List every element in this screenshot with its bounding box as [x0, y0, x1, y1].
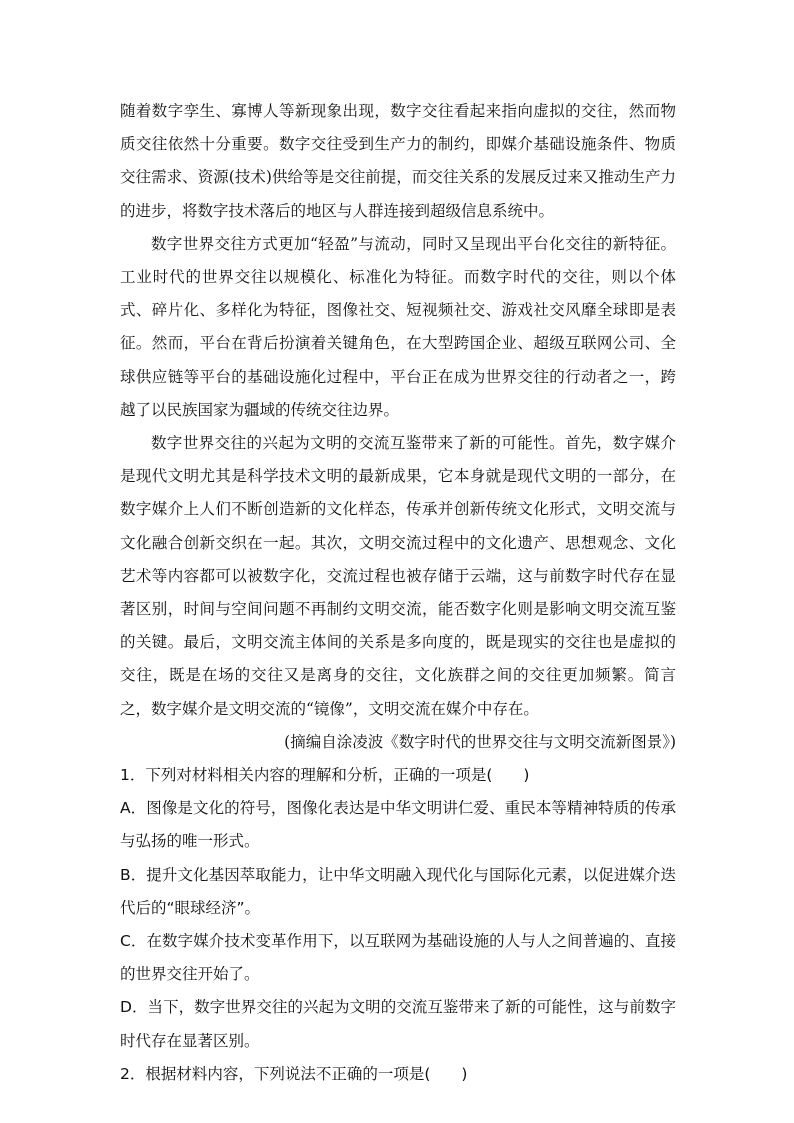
question-1-option-c: C．在数字媒介技术变革作用下，以互联网为基础设施的人与人之间普遍的、直接的世界交往开始了。 — [120, 932, 676, 984]
question-1-stem: 1．下列对材料相关内容的理解和分析，正确的一项是( ) — [120, 766, 530, 785]
passage-paragraph-3: 数字世界交往的兴起为文明的交流互鉴带来了新的可能性。首先，数字媒介是现代文明尤其是科学技术文明的最新成果，它本身就是现代文明的一部分，在数字媒介上人们不断创造新的文化样态，传承并创新传统文化形式，文明交流与文化融合创新交织在一起。其次，文明交流过程中的文化遗产、思想观念、文化艺术等内容都可以被数字化，交流过程也被存储于云端，这与前数字时代存在显著区别，时间与空间问题不再制约文明交流，能否数字化则是影响文明交流互鉴的关键。最后，文明交流主体间的关系是多向度的，既是现实的交往也是虚拟的交往，既是在场的交往又是离身的交往，文化族群之间的交往更加频繁。简言之，数字媒介是文明交流的“镜像”，文明交流在媒介中存在。 — [120, 434, 676, 718]
question-2 — [120, 1058, 676, 1091]
question-1-option-d: D．当下，数字世界交往的兴起为文明的交流互鉴带来了新的可能性，这与前数字时代存在显著区别。 — [120, 998, 676, 1050]
question-2-stem: 2．根据材料内容，下列说法不正确的一项是( ) — [120, 1064, 468, 1083]
question-1 — [120, 759, 676, 1058]
question-1-option-b: B．提升文化基因萃取能力，让中华文明融入现代化与国际化元素，以促进媒介迭代后的“眼球经济”。 — [120, 865, 676, 917]
passage-paragraph-2: 数字世界交往方式更加“轻盈”与流动，同时又呈现出平台化交往的新特征。工业时代的世界交往以规模化、标准化为特征。而数字时代的交往，则以个体式、碎片化、多样化为特征，图像社交、短视频社交、游戏社交风靡全球即是表征。然而，平台在背后扮演着关键角色，在大型跨国企业、超级互联网公司、全球供应链等平台的基础设施化过程中，平台正在成为世界交往的行动者之一，跨越了以民族国家为疆域的传统交往边界。 — [120, 234, 676, 419]
passage-source: (摘编自涂凌波《数字时代的世界交往与文明交流新图景》) — [284, 732, 676, 751]
question-1-option-a: A．图像是文化的符号，图像化表达是中华文明讲仁爱、重民本等精神特质的传承与弘扬的唯一形式。 — [120, 799, 676, 851]
document-page — [120, 95, 676, 1091]
passage-paragraph-1: 随着数字孪生、寡博人等新现象出现，数字交往看起来指向虚拟的交往，然而物质交往依然十分重要。数字交往受到生产力的制约，即媒介基础设施条件、物质交往需求、资源(技术)供给等是交往前提，而交往关系的发展反过来又推动生产力的进步，将数字技术落后的地区与人群连接到超级信息系统中。 — [120, 102, 676, 220]
